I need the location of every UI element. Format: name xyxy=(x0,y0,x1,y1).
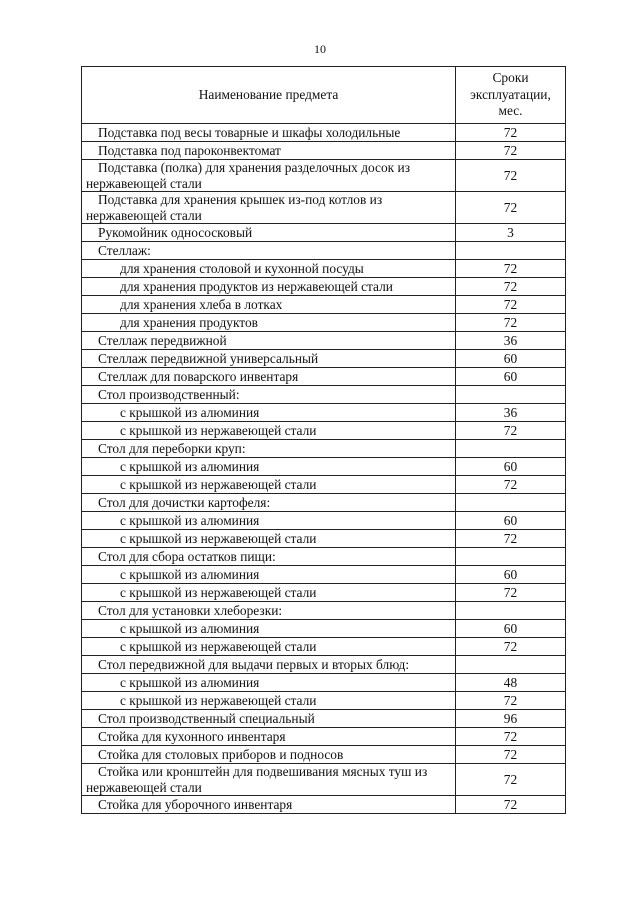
table-row xyxy=(82,476,566,494)
item-name-cell: Стойка для столовых приборов и подносов xyxy=(82,746,456,764)
service-life-cell: 72 xyxy=(456,260,566,278)
table-row xyxy=(82,386,566,404)
item-name-cell: Стойка или кронштейн для подвешивания мясных туш из нержавеющей стали xyxy=(82,764,456,796)
column-header-name: Наименование предмета xyxy=(82,67,456,124)
service-life-cell: 36 xyxy=(456,404,566,422)
table-row xyxy=(82,350,566,368)
item-name-cell: Стол для переборки круп: xyxy=(82,440,456,458)
item-name-cell: Стол производственный: xyxy=(82,386,456,404)
service-life-cell xyxy=(456,494,566,512)
item-name-cell: Подставка под пароконвектомат xyxy=(82,142,456,160)
service-life-cell xyxy=(456,440,566,458)
table-row xyxy=(82,314,566,332)
table-row xyxy=(82,368,566,386)
item-name-cell: Стеллаж передвижной xyxy=(82,332,456,350)
table-row xyxy=(82,494,566,512)
item-name-cell: с крышкой из алюминия xyxy=(82,674,456,692)
table-row xyxy=(82,746,566,764)
page-number: 10 xyxy=(314,42,326,56)
item-name-cell: с крышкой из нержавеющей стали xyxy=(82,422,456,440)
table-row xyxy=(82,796,566,814)
item-name-cell: с крышкой из алюминия xyxy=(82,512,456,530)
table-row xyxy=(82,602,566,620)
service-life-cell: 96 xyxy=(456,710,566,728)
item-name-cell: для хранения хлеба в лотках xyxy=(82,296,456,314)
table-row xyxy=(82,422,566,440)
item-name-cell: Стеллаж передвижной универсальный xyxy=(82,350,456,368)
table-header-row xyxy=(82,67,566,124)
table-row xyxy=(82,260,566,278)
table-row xyxy=(82,764,566,796)
service-life-cell: 72 xyxy=(456,142,566,160)
service-life-cell: 60 xyxy=(456,350,566,368)
table-row xyxy=(82,242,566,260)
service-life-cell xyxy=(456,602,566,620)
table-row xyxy=(82,192,566,224)
service-life-cell: 3 xyxy=(456,224,566,242)
table-row xyxy=(82,160,566,192)
item-name-cell: с крышкой из алюминия xyxy=(82,404,456,422)
service-life-cell xyxy=(456,242,566,260)
item-name-cell: для хранения продуктов xyxy=(82,314,456,332)
service-life-cell xyxy=(456,548,566,566)
table-row xyxy=(82,728,566,746)
table-row xyxy=(82,620,566,638)
item-name-cell: Стол для установки хлеборезки: xyxy=(82,602,456,620)
service-life-cell xyxy=(456,656,566,674)
table-row xyxy=(82,530,566,548)
table-row xyxy=(82,566,566,584)
column-header-term-line: мес. xyxy=(498,103,523,119)
item-name-cell: для хранения столовой и кухонной посуды xyxy=(82,260,456,278)
item-name-cell: Стол производственный специальный xyxy=(82,710,456,728)
table-row xyxy=(82,124,566,142)
service-life-cell: 72 xyxy=(456,314,566,332)
service-life-cell: 72 xyxy=(456,476,566,494)
item-name-cell: Стол передвижной для выдачи первых и вторых блюд: xyxy=(82,656,456,674)
item-name-cell: с крышкой из нержавеющей стали xyxy=(82,638,456,656)
item-name-cell: с крышкой из нержавеющей стали xyxy=(82,692,456,710)
item-name-cell: Стол для сбора остатков пищи: xyxy=(82,548,456,566)
item-name-cell: с крышкой из алюминия xyxy=(82,458,456,476)
equipment-table xyxy=(81,66,566,814)
table-row xyxy=(82,332,566,350)
service-life-cell: 72 xyxy=(456,192,566,224)
service-life-cell: 60 xyxy=(456,566,566,584)
item-name-cell: для хранения продуктов из нержавеющей стали xyxy=(82,278,456,296)
item-name-cell: Стеллаж: xyxy=(82,242,456,260)
service-life-cell: 72 xyxy=(456,160,566,192)
service-life-cell: 60 xyxy=(456,620,566,638)
item-name-cell: Подставка для хранения крышек из-под котлов из нержавеющей стали xyxy=(82,192,456,224)
column-header-term-line: эксплуатации, xyxy=(470,86,551,102)
table-row xyxy=(82,224,566,242)
table-row xyxy=(82,142,566,160)
table-row xyxy=(82,458,566,476)
service-life-cell: 72 xyxy=(456,746,566,764)
table-row xyxy=(82,548,566,566)
table-row xyxy=(82,638,566,656)
item-name-cell: с крышкой из алюминия xyxy=(82,620,456,638)
item-name-cell: Подставка (полка) для хранения разделочных досок из нержавеющей стали xyxy=(82,160,456,192)
service-life-cell: 72 xyxy=(456,278,566,296)
service-life-cell: 72 xyxy=(456,296,566,314)
item-name-cell: с крышкой из нержавеющей стали xyxy=(82,476,456,494)
table-row xyxy=(82,296,566,314)
column-header-term-line: Сроки xyxy=(492,70,529,86)
item-name-cell: Стойка для кухонного инвентаря xyxy=(82,728,456,746)
item-name-cell: с крышкой из нержавеющей стали xyxy=(82,530,456,548)
service-life-cell: 72 xyxy=(456,584,566,602)
service-life-cell: 72 xyxy=(456,764,566,796)
table-row xyxy=(82,278,566,296)
service-life-cell: 72 xyxy=(456,728,566,746)
table-row xyxy=(82,584,566,602)
item-name-cell: с крышкой из нержавеющей стали xyxy=(82,584,456,602)
table-row xyxy=(82,692,566,710)
item-name-cell: Стеллаж для поварского инвентаря xyxy=(82,368,456,386)
service-life-cell: 60 xyxy=(456,512,566,530)
table-row xyxy=(82,404,566,422)
service-life-cell: 60 xyxy=(456,368,566,386)
table-row xyxy=(82,440,566,458)
item-name-cell: с крышкой из алюминия xyxy=(82,566,456,584)
item-name-cell: Подставка под весы товарные и шкафы холодильные xyxy=(82,124,456,142)
service-life-cell: 36 xyxy=(456,332,566,350)
service-life-cell: 72 xyxy=(456,422,566,440)
service-life-cell: 72 xyxy=(456,796,566,814)
service-life-cell: 72 xyxy=(456,638,566,656)
service-life-cell: 72 xyxy=(456,124,566,142)
service-life-cell: 60 xyxy=(456,458,566,476)
item-name-cell: Стол для дочистки картофеля: xyxy=(82,494,456,512)
table-row xyxy=(82,656,566,674)
table-row xyxy=(82,710,566,728)
table-row xyxy=(82,674,566,692)
table-body xyxy=(82,124,566,814)
column-header-term xyxy=(456,67,566,124)
service-life-cell xyxy=(456,386,566,404)
service-life-cell: 48 xyxy=(456,674,566,692)
service-life-cell: 72 xyxy=(456,530,566,548)
item-name-cell: Рукомойник однососковый xyxy=(82,224,456,242)
table-row xyxy=(82,512,566,530)
service-life-cell: 72 xyxy=(456,692,566,710)
item-name-cell: Стойка для уборочного инвентаря xyxy=(82,796,456,814)
